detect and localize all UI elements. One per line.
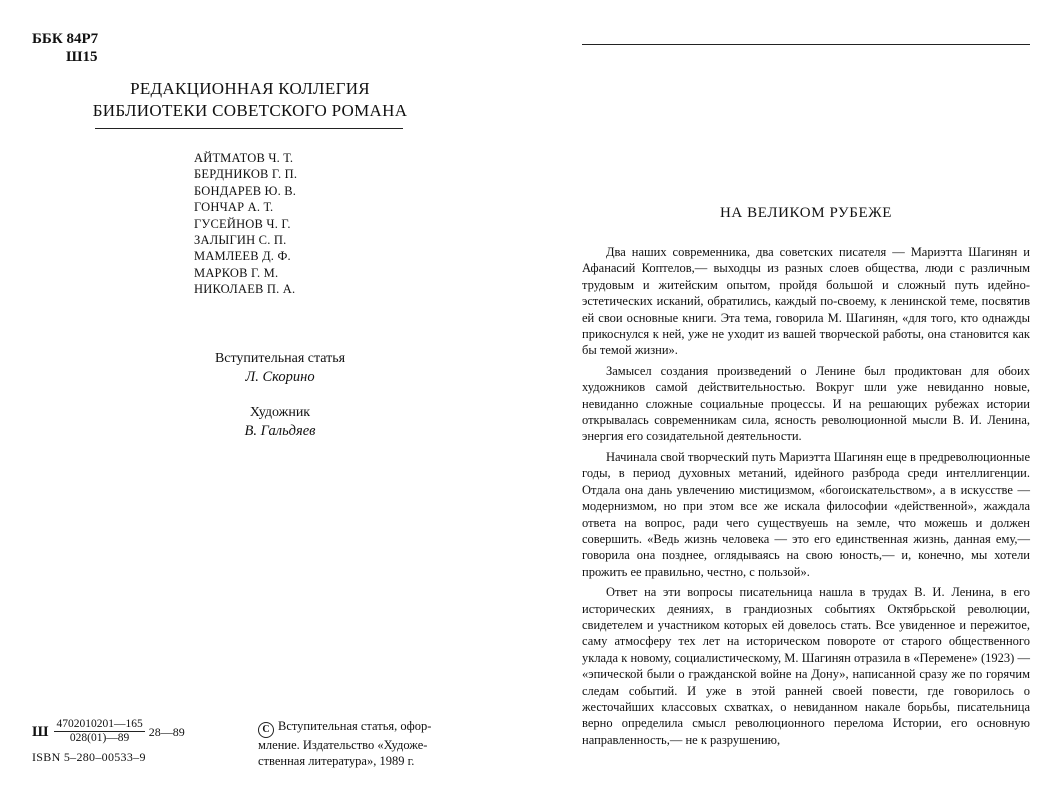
board-member: НИКОЛАЕВ П. А. (194, 282, 296, 297)
board-member: ЗАЛЫГИН С. П. (194, 233, 287, 248)
copyright-line-1: Вступительная статья, офор- (278, 719, 432, 733)
bbk-line: ББК 84Р7 (32, 31, 99, 47)
board-members-list (194, 150, 297, 298)
isbn: ISBN 5–280–00533–9 (32, 750, 146, 764)
artist-credit (120, 404, 440, 440)
author-sign: Ш15 (66, 49, 98, 65)
imprint-letter: Ш (32, 723, 49, 740)
imprint-fraction (54, 718, 144, 745)
board-member: МАМЛЕЕВ Д. Ф. (194, 249, 291, 264)
board-member: АЙТМАТОВ Ч. Т. (194, 151, 294, 165)
intro-credit (120, 350, 440, 386)
editorial-board-title (60, 78, 440, 122)
left-page (0, 0, 520, 800)
imprint-denominator: 028(01)—89 (69, 732, 130, 744)
copyright-icon: C (258, 722, 274, 738)
board-member: ГОНЧАР А. Т. (194, 200, 274, 215)
intro-role: Вступительная статья (214, 351, 346, 366)
divider-rule (95, 128, 403, 129)
paragraph: Два наших современника, два советских писателя — Мариэтта Шагинян и Афанасий Коптелов,— выходцы из разных слоев общества, люди с различным трудовым и житейским опытом, пройдя большой и сложный путь идейно-эстетических исканий, обратились, каждый по-своему, к ленинской теме, посвятив ей свои основные книги. Эта тема, говорила М. Шагинян, «для того, кто однажды прикоснулся к ней, уже не уходит из вашей творческой работы, она становится как бы темой жизни». (582, 245, 1030, 358)
board-member: БЕРДНИКОВ Г. П. (194, 167, 298, 182)
board-member: МАРКОВ Г. М. (194, 265, 279, 280)
article-title: НА ВЕЛИКОМ РУБЕЖЕ (719, 205, 893, 221)
copyright-notice (258, 719, 468, 769)
imprint-block (32, 718, 185, 765)
board-member: БОНДАРЕВ Ю. В. (194, 183, 297, 198)
artist-role: Художник (249, 405, 311, 420)
paragraph: Начинала свой творческий путь Мариэтта Шагинян еще в предреволюционные годы, в период духовных метаний, идейного разброда среди интеллигенции. Отдала она дань увлечению мистицизмом, «богоискательством», а в искусстве — модернизмом, но при этом все же искала философии «действенной», жаждала ответа на вопрос, ради чего существуешь на земле, что можешь и должен совершить. «Ведь жизнь человека — это его единственная жизнь, данная ему,— говорила она позднее, оглядываясь на свою юность,— и, конечно, мы хотели прожить ее правильно, честно, с пользой». (582, 449, 1030, 579)
imprint-year-code: 28—89 (148, 724, 185, 739)
intro-author: Л. Скорино (245, 369, 315, 385)
copyright-line-2: мление. Издательство «Художе- (258, 738, 428, 752)
paragraph: Замысел создания произведений о Ленине был продиктован для обоих художников самой действительностью. Вокруг шли уже невиданно новые, невиданно сложные социальные процессы. И на решающих рубежах истории открывалась современникам сила, ясность революционной мысли В. И. Ленина, энергия его созидательной деятельности. (582, 363, 1030, 444)
board-title-line-1: РЕДАКЦИОННАЯ КОЛЛЕГИЯ (130, 79, 370, 98)
bbk-code (32, 30, 98, 66)
imprint-numerator: 4702010201—165 (56, 718, 143, 730)
paragraph: Ответ на эти вопросы писательница нашла в трудах В. И. Ленина, в его исторических деяниях, в грандиозных событиях Октябрьской революции, свидетелем и участником которых ей довелось стать. Все увиденное и пережитое, саму атмосферу тех лет на историческом повороте от старого общественного уклада к новому, социалистическому, М. Шагинян отразила в «Перемене» (1923) — «эпической были о гражданской войне на Дону», написанной сразу же по горячим следам событий. И уже в этой ранней своей повести, где говорилось о жесточайших классовых схватках, о невиданном накале борьбы, писательница верно определила смысл революционного перелома Истории, его основную направленность,— не к разрушению, (582, 585, 1030, 747)
top-rule (582, 44, 1030, 45)
right-page (520, 0, 1044, 800)
board-member: ГУСЕЙНОВ Ч. Г. (194, 216, 291, 231)
article-body (582, 244, 1030, 752)
board-title-line-2: БИБЛИОТЕКИ СОВЕТСКОГО РОМАНА (92, 101, 408, 120)
copyright-line-3: ственная литература», 1989 г. (258, 753, 415, 768)
artist-name: В. Гальдяев (244, 423, 316, 439)
